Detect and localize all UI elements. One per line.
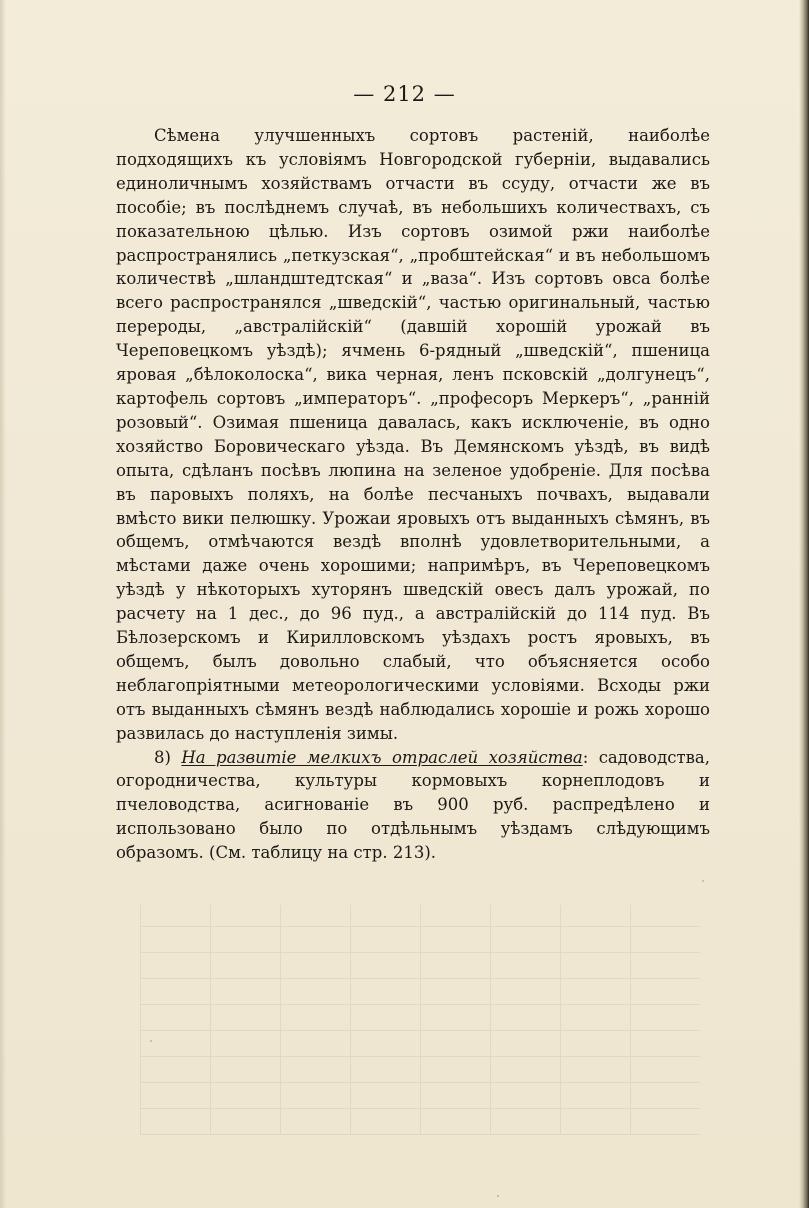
- page-number: — 212 —: [353, 82, 456, 106]
- page-right-binding-shadow: [799, 0, 809, 1208]
- paragraph-small-branches: [116, 746, 710, 866]
- paper-speck: [150, 1040, 152, 1042]
- paper-speck: [702, 880, 704, 882]
- section-heading-italic: На развитіе мелкихъ отраслей хозяйства: [181, 747, 583, 767]
- paragraph-number: 8): [154, 747, 171, 767]
- show-through-table-lines: [140, 905, 700, 1135]
- paper-speck: [497, 1195, 499, 1197]
- page-left-shadow: [0, 0, 6, 1208]
- body-text: [116, 124, 710, 865]
- paragraph-body: : садоводства, огородничества, культуры кормовыхъ корнеплодовъ и пчеловодства, асигнованіе въ 900 руб. распредѣлено и использовано было по отдѣльнымъ уѣздамъ слѣдующимъ образомъ. (См. таблицу на стр. 213).: [116, 747, 710, 863]
- paragraph-seeds: Сѣмена улучшенныхъ сортовъ растеній, наиболѣе подходящихъ къ условіямъ Новгородской губерніи, выдавались единоличнымъ хозяйствамъ отчасти въ ссуду, отчасти же въ пособіе; въ послѣднемъ случаѣ, въ небольшихъ количествахъ, съ показательною цѣлью. Изъ сортовъ озимой ржи наиболѣе распространялись „петкузская“, „пробштейская“ и въ небольшомъ количествѣ „шландштедтская“ и „ваза“. Изъ сортовъ овса болѣе всего распространялся „шведскій“, частью оригинальный, частью перероды, „австралійскій“ (давшій хорошій урожай въ Череповецкомъ уѣздѣ); ячмень 6-рядный „шведскій“, пшеница яровая „бѣлоколоска“, вика черная, ленъ псковскій „долгунецъ“, картофель сортовъ „императоръ“. „професоръ Меркеръ“, „ранній розовый“. Озимая пшеница давалась, какъ исключеніе, въ одно хозяйство Боровическаго уѣзда. Въ Демянскомъ уѣздѣ, въ видѣ опыта, сдѣланъ посѣвъ люпина на зеленое удобреніе. Для посѣва въ паровыхъ поляхъ, на болѣе песчаныхъ почвахъ, выдавали вмѣсто вики пелюшку. Урожаи яровыхъ отъ выданныхъ сѣмянъ, въ общемъ, отмѣчаются вездѣ вполнѣ удовлетворительными, а мѣстами даже очень хорошими; напримѣръ, въ Череповецкомъ уѣздѣ у нѣкоторыхъ хуторянъ шведскій овесъ далъ урожай, по расчету на 1 дес., до 96 пуд., а австралійскій до 114 пуд. Въ Бѣлозерскомъ и Кирилловскомъ уѣздахъ ростъ яровыхъ, въ общемъ, былъ довольно слабый, что объясняется особо неблагопріятными метеорологическими условіями. Всходы ржи отъ выданныхъ сѣмянъ вездѣ наблюдались хорошіе и рожь хорошо развилась до наступленія зимы.: [116, 126, 710, 743]
